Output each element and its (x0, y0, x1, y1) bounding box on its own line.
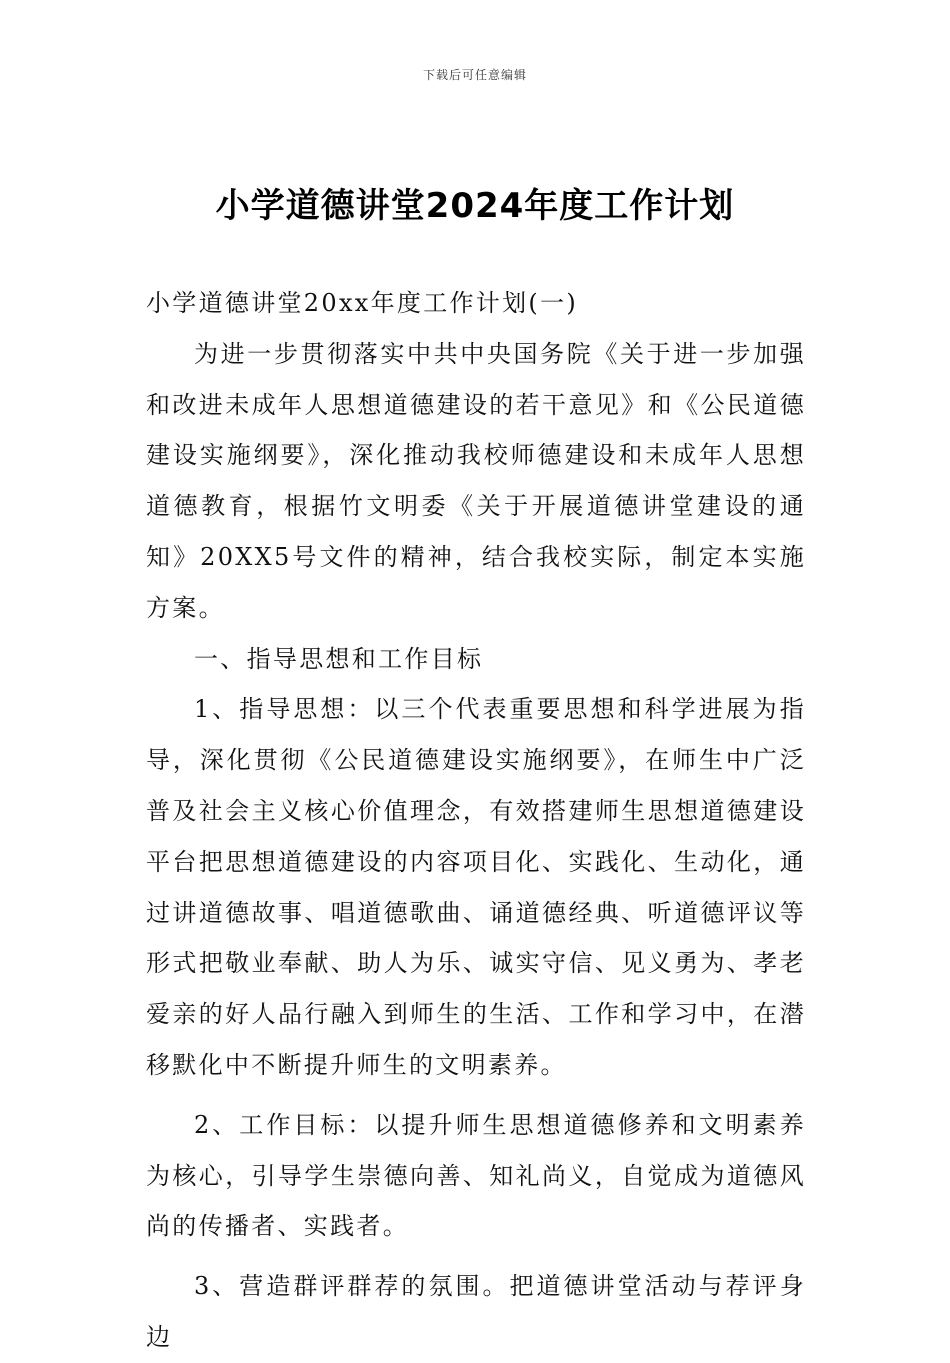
work-goal-paragraph: 2、工作目标：以提升师生思想道德修养和文明素养为核心，引导学生崇德向善、知礼尚义，自觉成为道德风尚的传播者、实践者。 (146, 1110, 806, 1241)
guiding-ideology-paragraph: 1、指导思想：以三个代表重要思想和科学进展为指导，深化贯彻《公民道德建设实施纲要》，在师生中广泛普及社会主义核心价值理念，有效搭建师生思想道德建设平台把思想道德建设的内容项目化、实践化、生动化，通过讲道德故事、唱道德歌曲、诵道德经典、听道德评议等形式把敬业奉献、助人为乐、诚实守信、见义勇为、孝老爱亲的好人品行融入到师生的生活、工作和学习中，在潜移默化中不断提升师生的文明素养。 (146, 695, 806, 1079)
page-header-note: 下载后可任意编辑 (422, 68, 527, 82)
section-heading: 一、指导思想和工作目标 (194, 644, 484, 673)
subtitle-paragraph: 小学道德讲堂20xx年度工作计划(一) (146, 289, 579, 317)
intro-paragraph: 为进一步贯彻落实中共中央国务院《关于进一步加强和改进未成年人思想道德建设的若干意见》和《公民道德建设实施纲要》，深化推动我校师德建设和未成年人思想道德教育，根据竹文明委《关于开展道德讲堂建设的通知》20XX5号文件的精神，结合我校实际，制定本实施方案。 (146, 339, 806, 622)
document-title: 小学道德讲堂2024年度工作计划 (215, 186, 735, 226)
document-body (146, 278, 806, 1363)
atmosphere-paragraph: 3、营造群评群荐的氛围。把道德讲堂活动与荐评身边 (146, 1272, 806, 1351)
